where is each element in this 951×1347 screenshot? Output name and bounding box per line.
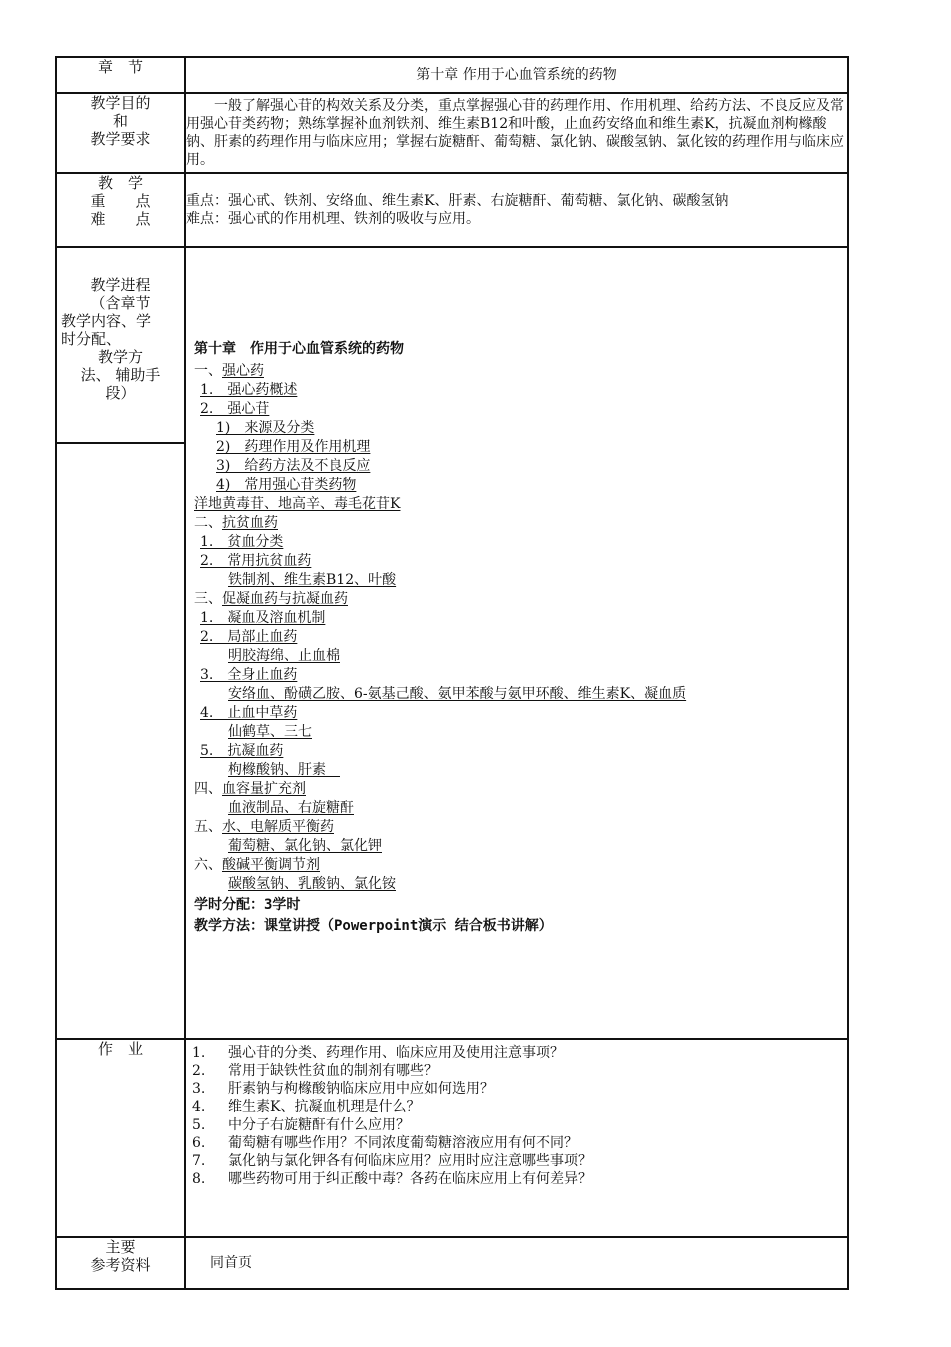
homework-item-number: 5. [192,1117,206,1133]
outline-item-title: 促凝血药与抗凝血药 [222,591,348,607]
homework-item-number: 8. [192,1171,206,1187]
objectives-label-line: 和 [112,112,128,130]
homework-item-number: 7. [192,1153,206,1169]
outline-item-title: 酸碱平衡调节剂 [222,857,320,873]
outline-item-title: 强心药 [222,363,264,379]
homework-item [186,1134,847,1152]
outline-item [194,609,839,628]
outline-item-text: 葡萄糖、氯化钠、氯化钾 [228,838,382,854]
homework-item [186,1170,847,1188]
outline-item-text: 安络血、酚磺乙胺、6-氨基己酸、氨甲苯酸与氨甲环酸、维生素K、凝血质 [228,686,687,702]
homework-item [186,1116,847,1134]
outline-item [194,742,839,761]
outline-item [194,495,839,514]
process-label-line: 时分配、 [61,330,122,348]
homework-item [186,1080,847,1098]
outline-item [194,362,839,381]
outline-item-text: 明胶海绵、止血棉 [228,648,340,664]
homework-item [186,1044,847,1062]
homework-list [186,1044,847,1188]
outline-item-text: 4) 常用强心苷类药物 [216,477,357,493]
homework-item [186,1152,847,1170]
homework-item-text: 强心苷的分类、药理作用、临床应用及使用注意事项？ [228,1045,564,1061]
keypoints-label-line: 难 点 [90,210,151,228]
outline-item [194,723,839,742]
lesson-plan-table [55,56,849,1290]
teaching-method: 教学方法：课堂讲授（Powerpoint演示 结合板书讲解） [194,918,553,934]
outline-item-text: 4. 止血中草药 [200,705,298,721]
homework-item-number: 2. [192,1063,206,1079]
keypoints-label-line: 教 学 [97,174,143,192]
outline-item-text: 3) 给药方法及不良反应 [216,458,371,474]
difficult-points-text: 难点：强心甙的作用机理、铁剂的吸收与应用。 [186,211,480,227]
process-row [56,247,848,1039]
outline-item [194,400,839,419]
process-heading: 第十章 作用于心血管系统的药物 [194,341,404,357]
chapter-value: 第十章 作用于心血管系统的药物 [185,57,848,93]
homework-item-number: 3. [192,1081,206,1097]
outline-item-title: 血容量扩充剂 [222,781,306,797]
outline-item [194,685,839,704]
references-label-line: 主要 [105,1238,136,1256]
objectives-row [56,93,848,173]
outline-item [194,514,839,533]
outline-item [194,457,839,476]
outline-item [194,381,839,400]
process-label-line: （含章节 [90,294,151,312]
outline-item [194,875,839,894]
keypoints-label [56,173,185,247]
outline-item [194,856,839,875]
outline-item [194,552,839,571]
homework-content [185,1039,848,1237]
outline-item [194,780,839,799]
homework-label: 作 业 [56,1039,185,1237]
outline-item [194,704,839,723]
hours-allocation: 学时分配：3学时 [194,897,301,913]
outline-item-text: 枸橼酸钠、肝素 [228,762,340,778]
outline-item-text: 2. 常用抗贫血药 [200,553,312,569]
outline-item [194,837,839,856]
outline-item-text: 2) 药理作用及作用机理 [216,439,371,455]
process-label-line: 法、 辅助手 [80,366,161,384]
outline-item [194,761,839,780]
outline-item-text: 2. 局部止血药 [200,629,298,645]
homework-item-number: 6. [192,1135,206,1151]
process-label-line: 段） [105,384,136,402]
outline-item [194,419,839,438]
references-label [56,1237,185,1289]
outline-item-prefix: 二、 [194,515,222,531]
homework-item [186,1098,847,1116]
outline-item-prefix: 一、 [194,363,222,379]
references-label-line: 参考资料 [90,1256,151,1274]
process-label-cell [56,247,185,1039]
homework-row [56,1039,848,1237]
homework-item-text: 葡萄糖有哪些作用？不同浓度葡萄糖溶液应用有何不同？ [228,1135,578,1151]
outline-item [194,533,839,552]
outline-item-text: 5. 抗凝血药 [200,743,284,759]
outline-item [194,666,839,685]
outline-item-text: 1. 贫血分类 [200,534,284,550]
outline-item [194,438,839,457]
homework-item-text: 常用于缺铁性贫血的制剂有哪些？ [228,1063,438,1079]
outline-item-prefix: 五、 [194,819,222,835]
process-outline [194,362,839,894]
outline-item [194,799,839,818]
outline-item [194,590,839,609]
outline-item [194,628,839,647]
chapter-label: 章 节 [56,57,185,93]
outline-item-text: 仙鹤草、三七 [228,724,312,740]
outline-item-title: 抗贫血药 [222,515,278,531]
homework-item [186,1062,847,1080]
homework-item-number: 1. [192,1045,206,1061]
outline-item-text: 3. 全身止血药 [200,667,298,683]
homework-item-text: 肝素钠与枸橼酸钠临床应用中应如何选用？ [228,1081,494,1097]
outline-item [194,647,839,666]
homework-item-text: 氯化钠与氯化钾各有何临床应用？应用时应注意哪些事项？ [228,1153,592,1169]
keypoints-row [56,173,848,247]
outline-item-text: 铁制剂、维生素B12、叶酸 [228,572,397,588]
keypoints-label-line: 重 点 [90,192,151,210]
outline-item-prefix: 四、 [194,781,222,797]
process-label-line: 教学进程 [90,276,151,294]
outline-item-text: 洋地黄毒苷、地高辛、毒毛花苷K [194,496,401,512]
key-points-text: 重点：强心甙、铁剂、安络血、维生素K、肝素、右旋糖酐、葡萄糖、氯化钠、碳酸氢钠 [186,193,729,209]
keypoints-content [185,173,848,247]
outline-item-text: 碳酸氢钠、乳酸钠、氯化铵 [228,876,396,892]
process-label-line: 教学方 [97,348,143,366]
objectives-content [185,93,848,173]
outline-item-text: 2. 强心苷 [200,401,270,417]
homework-item-number: 4. [192,1099,206,1115]
outline-item-prefix: 六、 [194,857,222,873]
outline-item-text: 血液制品、右旋糖酐 [228,800,354,816]
outline-item [194,818,839,837]
outline-item-text: 1. 强心药概述 [200,382,298,398]
chapter-row [56,57,848,93]
process-content [185,247,848,1039]
process-label [57,248,184,444]
outline-item-prefix: 三、 [194,591,222,607]
outline-item-text: 1. 凝血及溶血机制 [200,610,326,626]
homework-item-text: 维生素K、抗凝血机理是什么？ [228,1099,421,1115]
outline-item-text: 1) 来源及分类 [216,420,315,436]
process-label-line: 教学内容、学 [61,312,152,330]
references-value: 同首页 [185,1237,848,1289]
outline-item [194,476,839,495]
outline-item-title: 水、电解质平衡药 [222,819,334,835]
outline-item [194,571,839,590]
objectives-label-line: 教学要求 [90,130,151,148]
homework-item-text: 哪些药物可用于纠正酸中毒？各药在临床应用上有何差异？ [228,1171,592,1187]
objectives-label-line: 教学目的 [90,94,151,112]
objectives-text: 一般了解强心苷的构效关系及分类，重点掌握强心苷的药理作用、作用机理、给药方法、不良反应及常用强心苷类药物；熟练掌握补血剂铁剂、维生素B12和叶酸，止血药安络血和维生素K，抗凝血剂枸橼酸钠、肝素的药理作用与临床应用；掌握右旋糖酐、葡萄糖、氯化钠、碳酸氢钠、氯化铵的药理作用与临床应用。 [186,98,844,168]
homework-item-text: 中分子右旋糖酐有什么应用？ [228,1117,410,1133]
references-row [56,1237,848,1289]
objectives-label [56,93,185,173]
